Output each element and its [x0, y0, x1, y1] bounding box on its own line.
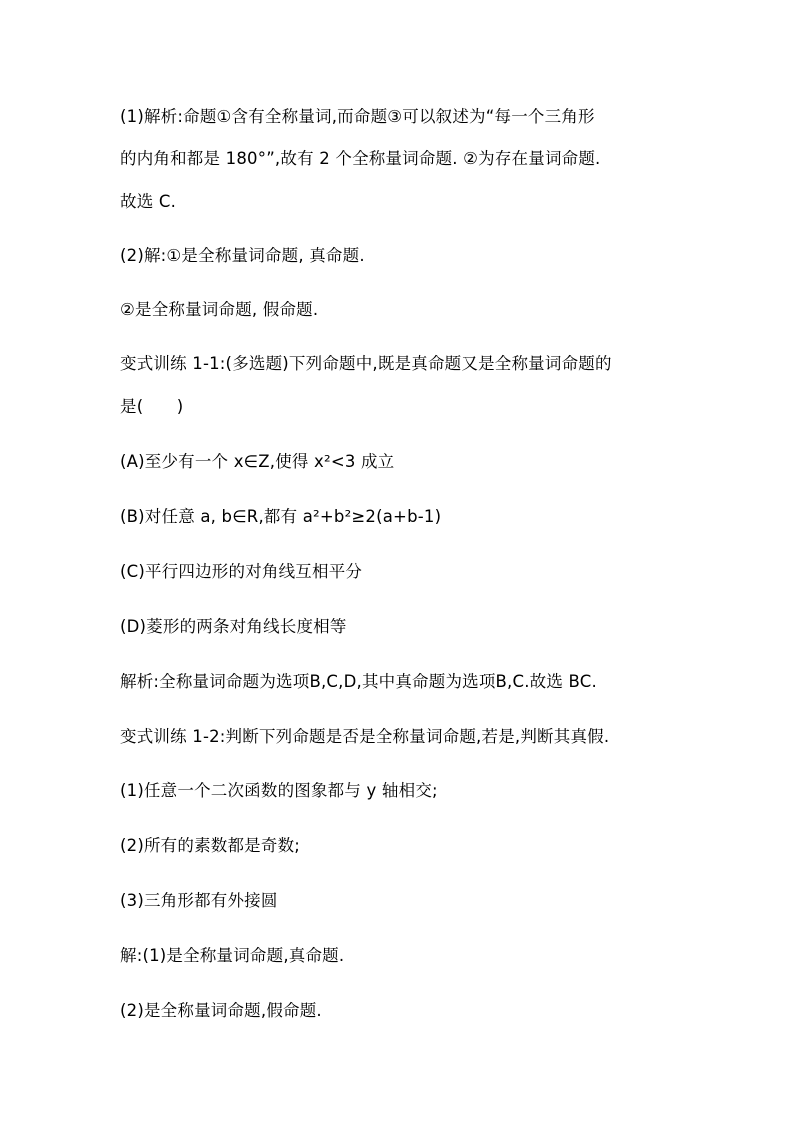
option-b: (B)对任意 a, b∈R,都有 a²+b²≥2(a+b-1) — [120, 507, 442, 526]
solution-part1-answer: 故选 C. — [120, 192, 177, 211]
option-a: (A)至少有一个 x∈Z,使得 x²<3 成立 — [120, 452, 395, 471]
exercise-1-2-question: 变式训练 1-2:判断下列命题是否是全称量词命题,若是,判断其真假. — [120, 727, 610, 746]
exercise-1-1-solution: 解析:全称量词命题为选项B,C,D,其中真命题为选项B,C.故选 BC. — [120, 672, 597, 691]
solution-part2-line1: (2)解:①是全称量词命题, 真命题. — [120, 246, 365, 265]
exercise-1-2-solution-line2: (2)是全称量词命题,假命题. — [120, 1001, 322, 1020]
option-c: (C)平行四边形的对角线互相平分 — [120, 562, 363, 581]
exercise-1-2-item-2: (2)所有的素数都是奇数; — [120, 836, 301, 855]
option-d: (D)菱形的两条对角线长度相等 — [120, 617, 347, 636]
exercise-1-1-question-line1: 变式训练 1-1:(多选题)下列命题中,既是真命题又是全称量词命题的 — [120, 354, 612, 373]
exercise-1-2-solution-line1: 解:(1)是全称量词命题,真命题. — [120, 946, 345, 965]
exercise-1-2-item-3: (3)三角形都有外接圆 — [120, 891, 278, 910]
solution-part2-line2: ②是全称量词命题, 假命题. — [120, 300, 319, 319]
solution-part1-line2: 的内角和都是 180°”,故有 2 个全称量词命题. ②为存在量词命题. — [120, 149, 601, 168]
exercise-1-2-item-1: (1)任意一个二次函数的图象都与 y 轴相交; — [120, 781, 438, 800]
solution-part1-line1: (1)解析:命题①含有全称量词,而命题③可以叙述为“每一个三角形 — [120, 107, 595, 126]
exercise-1-1-question-line2: 是( ) — [120, 397, 184, 416]
